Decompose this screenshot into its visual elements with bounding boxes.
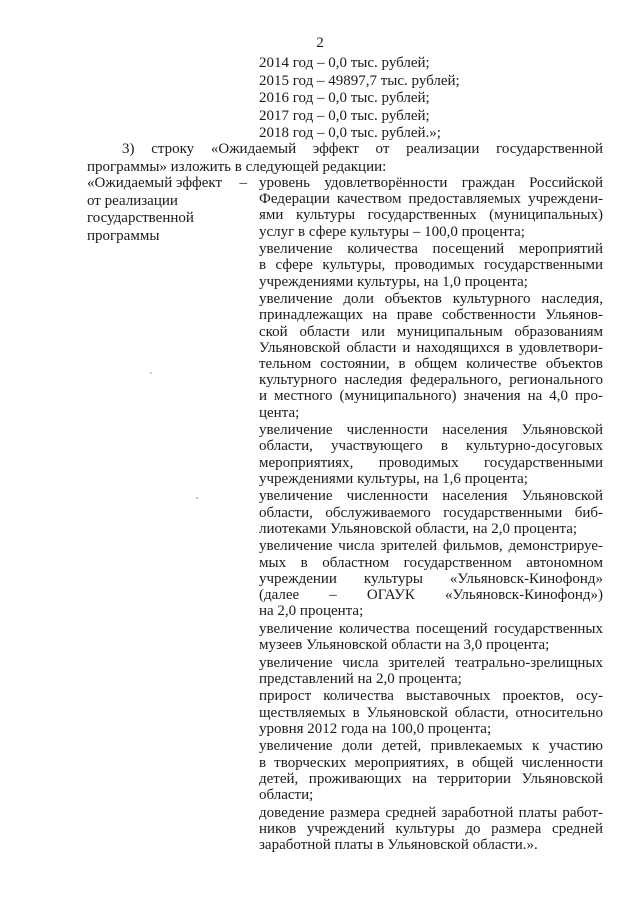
effect-line: мых в областном государственном автономном (259, 554, 603, 571)
effect-item (259, 241, 603, 290)
effect-line: ями культуры государственных (муниципальных) (259, 207, 603, 224)
effect-line: лиотеками Ульяновской области, на 2,0 процента; (259, 520, 578, 537)
label-line: государственной (87, 210, 194, 226)
funding-line: 2015 год – 49897,7 тыс. рублей; (259, 72, 460, 89)
effect-line: музеев Ульяновской области на 3,0 процента; (259, 637, 550, 654)
label-line: программы (87, 227, 160, 244)
funding-line: 2014 год – 0,0 тыс. рублей; (259, 55, 430, 71)
intro-paragraph: 3) строку «Ожидаемый эффект от реализации государственной программы» изложить в следующей редакции: (87, 141, 603, 175)
effect-item (259, 538, 603, 619)
effect-item (259, 621, 603, 653)
effect-line: детей, проживающих на территории Ульяновской (259, 770, 603, 787)
effect-line: увеличение количества посещений государственных (259, 620, 603, 637)
effect-item (259, 422, 603, 487)
effect-line: уровня 2012 года на 100,0 процента; (259, 720, 492, 737)
page-number: 2 (316, 35, 324, 51)
effect-line: культурного наследия федерального, регионального (259, 372, 603, 389)
effect-line: области, участвующего в культурно-досуговых (259, 438, 603, 455)
effect-line: увеличение числа зрителей фильмов, демонстрируе- (259, 538, 603, 555)
effect-line: тельном состоянии, в общем количестве объектов (259, 356, 603, 373)
effects-list (259, 175, 603, 855)
effect-line: уровень удовлетворённости граждан Российской (259, 175, 603, 191)
effect-line: ников учреждений культуры до размера средней (259, 820, 603, 837)
effect-item (259, 688, 603, 737)
effect-line: (далее – ОГАУК «Ульяновск-Кинофонд») (259, 587, 603, 604)
effect-line: Федерации качеством предоставляемых учреждени- (259, 191, 603, 208)
effect-item (259, 291, 603, 421)
effect-line: области, обслуживаемого государственными биб- (259, 504, 603, 521)
effect-line: мероприятиях, проводимых государственными (259, 454, 603, 471)
effect-line: увеличение числа зрителей театрально-зрелищных (259, 654, 603, 671)
effect-line: принадлежащих на праве собственности Ульянов- (259, 307, 603, 324)
effect-line: учреждениями культуры, на 1,0 процента; (259, 273, 528, 290)
effect-line: услуг в сфере культуры – 100,0 процента; (259, 223, 525, 240)
effect-item (259, 655, 603, 687)
funding-line: 2018 год – 0,0 тыс. рублей.»; (259, 125, 441, 141)
label-line: от реализации (87, 192, 178, 209)
effect-line: доведение размера средней заработной платы работ- (259, 804, 603, 821)
effect-item (259, 175, 603, 240)
effect-line: области; (259, 787, 314, 804)
effect-item (259, 488, 603, 537)
funding-list (259, 55, 460, 143)
effect-line: увеличение численности населения Ульяновской (259, 422, 603, 439)
effect-item (259, 738, 603, 803)
effect-line: учреждении культуры «Ульяновск-Кинофонд» (259, 570, 603, 587)
effect-line: увеличение доли объектов культурного наследия, (259, 291, 603, 308)
row-label (87, 175, 247, 245)
effect-line: Ульяновской области и находящихся в удовлетвори- (259, 339, 603, 356)
effect-line: учреждениями культуры, на 1,6 процента; (259, 470, 528, 487)
label-line: «Ожидаемый эффект (87, 175, 223, 191)
scan-speck (150, 372, 152, 374)
effect-line: ской области или муниципальным образованиям (259, 323, 603, 340)
effect-line: в творческих мероприятиях, в общей численности (259, 754, 603, 771)
effect-line: увеличение количества посещений мероприятий (259, 241, 603, 258)
effect-item (259, 805, 603, 854)
effect-line: заработной платы в Ульяновской области.». (259, 837, 538, 854)
funding-line: 2017 год – 0,0 тыс. рублей; (259, 107, 430, 124)
effect-line: ществляемых в Ульяновской области, относительно (259, 704, 603, 721)
effect-line: на 2,0 процента; (259, 603, 364, 620)
effect-line: увеличение доли детей, привлекаемых к участию (259, 738, 603, 755)
effect-line: цента; (259, 404, 300, 421)
scan-speck (196, 497, 198, 499)
effect-line: представлений на 2,0 процента; (259, 670, 462, 687)
funding-line: 2016 год – 0,0 тыс. рублей; (259, 90, 430, 106)
effect-line: в сфере культуры, проводимых государственными (259, 257, 603, 274)
effect-line: прирост количества выставочных проектов, осу- (259, 688, 603, 705)
label-dash: – (239, 175, 247, 191)
effect-line: и местного (муниципального) значения на 4,0 про- (259, 388, 603, 405)
effect-line: увеличение численности населения Ульяновской (259, 488, 603, 505)
